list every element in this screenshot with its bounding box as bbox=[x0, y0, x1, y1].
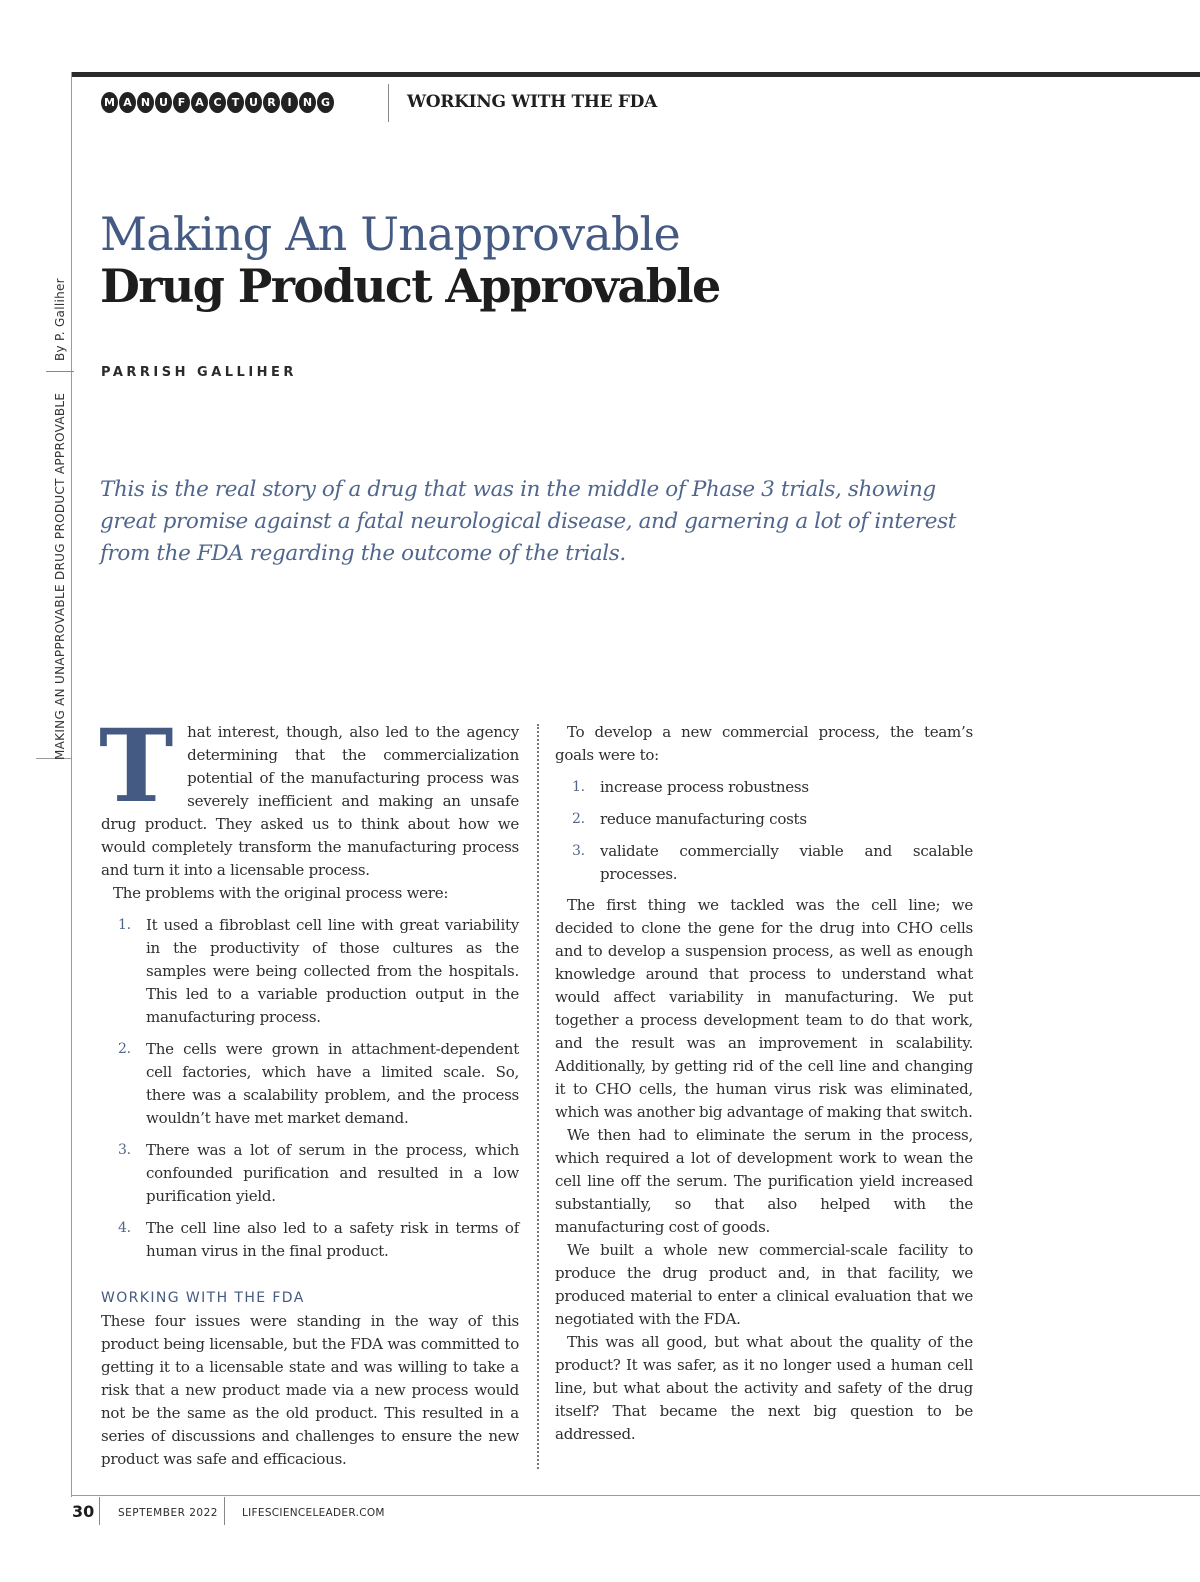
right-column bbox=[555, 721, 973, 1446]
website-link[interactable]: LIFESCIENCELEADER.COM bbox=[242, 1507, 385, 1519]
left-column bbox=[99, 707, 519, 1471]
drop-cap: T bbox=[99, 707, 174, 825]
section-letter: A bbox=[119, 92, 136, 113]
section-tag bbox=[101, 92, 334, 113]
subsection-title: WORKING WITH THE FDA bbox=[407, 92, 657, 112]
section-letter: A bbox=[191, 92, 208, 113]
running-head-divider bbox=[46, 371, 74, 372]
article-title-line2: Drug Product Approvable bbox=[100, 259, 720, 313]
list-text: It used a fibroblast cell line with great variability in the productivity of those cultures as the samples were being collected from the hospitals. This led to a variable production output in the manufacturing process. bbox=[146, 916, 519, 1026]
section-letter: U bbox=[245, 92, 262, 113]
footer-rule bbox=[72, 1495, 1200, 1496]
section-letter: M bbox=[101, 92, 118, 113]
cell-line-paragraph: The first thing we tackled was the cell line; we decided to clone the gene for the drug into CHO cells and to develop a suspension process, as well as enough knowledge around that process to understand what would affect variability in manufacturing. We put together a process development team to do that work, and the result was an improvement in scalability. Additionally, by getting rid of the cell line and changing it to CHO cells, the human virus risk was eliminated, which was another big advantage of making that switch. bbox=[555, 896, 973, 1121]
problems-intro: The problems with the original process were: bbox=[113, 884, 449, 902]
list-item bbox=[555, 840, 973, 886]
facility-paragraph: We built a whole new commercial-scale facility to produce the drug product and, in that facility, we produced material to enter a clinical evaluation that we negotiated with the FDA. bbox=[555, 1241, 973, 1328]
footer-divider bbox=[99, 1497, 100, 1525]
list-item bbox=[101, 1038, 519, 1130]
serum-paragraph: We then had to eliminate the serum in the process, which required a lot of development work to wean the cell line off the serum. The purification yield increased substantially, so that also helped with the manufacturing cost of goods. bbox=[555, 1126, 973, 1236]
quality-paragraph: This was all good, but what about the quality of the product? It was safer, as it no longer used a human cell line, but what about the activity and safety of the drug itself? That became the next big question to be addressed. bbox=[555, 1333, 973, 1443]
issue-date: SEPTEMBER 2022 bbox=[118, 1507, 218, 1519]
list-item bbox=[555, 776, 973, 799]
goals-list bbox=[555, 776, 973, 886]
list-number: 2. bbox=[572, 811, 585, 827]
list-text: The cell line also led to a safety risk in terms of human virus in the final product. bbox=[146, 1219, 519, 1260]
article-deck: This is the real story of a drug that was in the middle of Phase 3 trials, showing great promise against a fatal neurological disease, and garnering a lot of interest from the FDA regarding the outcome of the trials. bbox=[100, 477, 956, 566]
column-divider bbox=[537, 724, 539, 1469]
running-title: MAKING AN UNAPPROVABLE DRUG PRODUCT APPROVABLE bbox=[53, 392, 67, 760]
list-text: validate commercially viable and scalable processes. bbox=[600, 842, 973, 883]
list-item bbox=[555, 808, 973, 831]
list-number: 1. bbox=[572, 779, 585, 795]
section-subhead: WORKING WITH THE FDA bbox=[101, 1290, 305, 1306]
intro-text: hat interest, though, also led to the agency determining that the commercialization potential of the manufacturing process was severely inefficient and making an unsafe drug product. They asked us to think about how we would completely transform the manufacturing process and turn it into a licensable process. bbox=[101, 723, 519, 879]
section-letter: N bbox=[299, 92, 316, 113]
page-number: 30 bbox=[72, 1502, 95, 1521]
intro-paragraph bbox=[99, 707, 519, 882]
list-number: 2. bbox=[118, 1041, 131, 1057]
list-text: There was a lot of serum in the process, which confounded purification and resulted in a low purification yield. bbox=[146, 1141, 519, 1205]
list-item bbox=[101, 914, 519, 1029]
problems-list bbox=[101, 914, 519, 1263]
article-title-line1: Making An Unapprovable bbox=[100, 207, 680, 261]
author-name: PARRISH GALLIHER bbox=[101, 365, 297, 380]
list-text: increase process robustness bbox=[600, 778, 809, 796]
left-margin-rule bbox=[71, 72, 72, 1497]
section-letter: I bbox=[281, 92, 298, 113]
list-text: The cells were grown in attachment-dependent cell factories, which have a limited scale. So, there was a scalability problem, and the process wouldn’t have met market demand. bbox=[146, 1040, 519, 1127]
footer-divider bbox=[224, 1497, 225, 1525]
section-letter: G bbox=[317, 92, 334, 113]
section-letter: C bbox=[209, 92, 226, 113]
list-number: 4. bbox=[118, 1220, 131, 1236]
section-letter: U bbox=[155, 92, 172, 113]
section-letter: R bbox=[263, 92, 280, 113]
sidebar-running-head bbox=[50, 278, 70, 760]
section-letter: N bbox=[137, 92, 154, 113]
goals-intro: To develop a new commercial process, the team’s goals were to: bbox=[555, 723, 973, 764]
list-item bbox=[101, 1139, 519, 1208]
section-letter: F bbox=[173, 92, 190, 113]
header-divider bbox=[388, 84, 389, 122]
byline: By P. Galliher bbox=[53, 278, 67, 361]
top-rule bbox=[72, 72, 1200, 77]
list-number: 1. bbox=[118, 917, 131, 933]
section-letter: T bbox=[227, 92, 244, 113]
list-text: reduce manufacturing costs bbox=[600, 810, 807, 828]
fda-paragraph: These four issues were standing in the way of this product being licensable, but the FDA was committed to getting it to a licensable state and was willing to take a risk that a new product made via a new process would not be the same as the old product. This resulted in a series of discussions and challenges to ensure the new product was safe and efficacious. bbox=[101, 1312, 519, 1468]
list-number: 3. bbox=[572, 843, 585, 859]
list-number: 3. bbox=[118, 1142, 131, 1158]
list-item bbox=[101, 1217, 519, 1263]
